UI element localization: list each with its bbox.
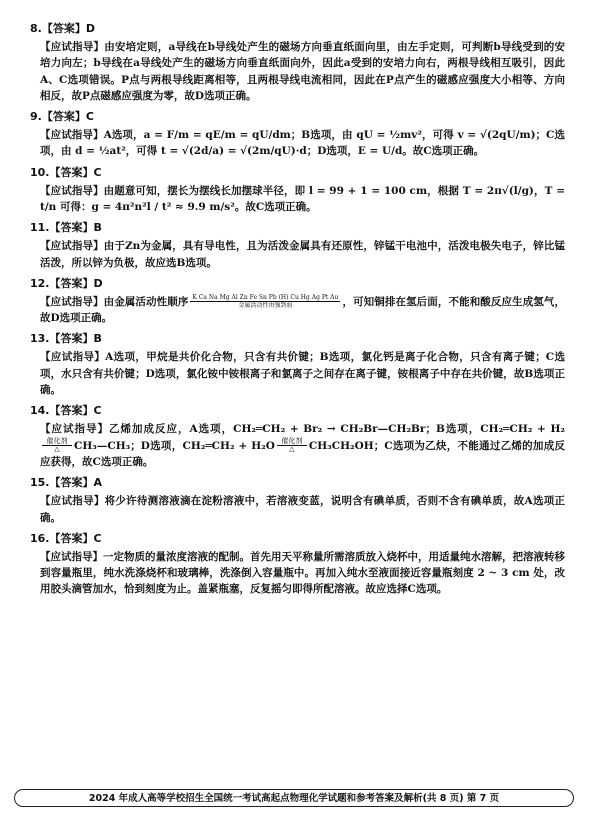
answer-label: 14.【答案】C xyxy=(30,404,102,418)
guide-label: 【应试指导】 xyxy=(40,495,105,508)
explanation xyxy=(30,349,565,398)
answer-label: 9.【答案】C xyxy=(30,110,94,124)
guide-label: 【应试指导】 xyxy=(40,423,109,436)
explanation xyxy=(30,238,565,271)
explanation-text: 将少许待测溶液滴在淀粉溶液中，若溶液变蓝，说明含有碘单质，否则不含有碘单质，故A选项正确。 xyxy=(40,495,565,524)
catalyst-label: 催化剂 xyxy=(46,436,68,445)
item-14 xyxy=(30,402,565,470)
item-12 xyxy=(30,275,565,327)
answer-sheet xyxy=(30,20,565,602)
reaction-arrow xyxy=(42,438,72,454)
explanation-text: 乙烯加成反应，A选项，CH₂═CH₂ + Br₂ → CH₂Br—CH₂Br；B选项，CH₂═CH₂ + H₂ xyxy=(108,423,565,436)
explanation xyxy=(30,493,565,526)
item-16 xyxy=(30,530,565,598)
answer-label: 13.【答案】B xyxy=(30,332,102,346)
guide-label: 【应试指导】 xyxy=(40,129,104,142)
guide-label: 【应试指导】 xyxy=(40,41,105,54)
item-8 xyxy=(30,20,565,104)
guide-label: 【应试指导】 xyxy=(40,295,104,308)
explanation-text: CH₃—CH₃；D选项，CH₂═CH₂ + H₂O xyxy=(74,439,275,452)
explanation xyxy=(30,549,565,598)
guide-label: 【应试指导】 xyxy=(40,550,103,563)
explanation xyxy=(30,127,565,160)
explanation-text: 由题意可知，摆长为摆线长加摆球半径，即 l = 99 + 1 = 100 cm，根据 T = 2π√(l/g)，T = t/n 可得：g = 4π²n²l / t² ≈ 9.9 m/s²。故C选项正确。 xyxy=(40,184,565,213)
explanation xyxy=(30,39,565,104)
explanation xyxy=(30,183,565,216)
explanation-text: ，可知铜排在氢后面，不能和酸反应生成氢气，故D选项正确。 xyxy=(40,295,566,325)
item-15 xyxy=(30,474,565,526)
answer-label: 8.【答案】D xyxy=(30,22,95,35)
item-11 xyxy=(30,219,565,271)
explanation-text: CH₃CH₂OH；C选项为乙炔，不能通过乙烯的加成反应获得，故C选项正确。 xyxy=(40,439,565,469)
guide-label: 【应试指导】 xyxy=(40,240,104,253)
item-10 xyxy=(30,164,565,216)
reaction-arrow xyxy=(277,438,307,454)
guide-label: 【应试指导】 xyxy=(40,351,106,364)
explanation xyxy=(30,421,565,470)
explanation-text: 由金属活动性顺序 xyxy=(103,295,189,308)
guide-label: 【应试指导】 xyxy=(40,184,104,197)
explanation-text: 由于Zn为金属，具有导电性，且为活泼金属具有还原性，锌锰干电池中，活泼电极失电子，锌比锰活泼，所以锌为负极，故应选B选项。 xyxy=(40,240,565,269)
explanation-text: 一定物质的量浓度溶液的配制。首先用天平称量所需溶质放入烧杯中，用适量纯水溶解，把溶液转移到容量瓶里，纯水洗涤烧杯和玻璃棒，洗涤倒入容量瓶中。再加入纯水至液面接近容量瓶刻度 2 ~ 3 cm 处，改用胶头滴管加水，恰到刻度为止。盖紧瓶塞，反复摇匀即得所配溶液。故应选择C选项。 xyxy=(40,550,565,596)
item-13 xyxy=(30,330,565,398)
answer-label: 16.【答案】C xyxy=(30,531,102,545)
heat-label: △ xyxy=(289,445,295,454)
metal-activity-series xyxy=(190,294,340,309)
answer-label: 12.【答案】D xyxy=(30,276,103,290)
metal-series-caption: 金属活动性由强到弱 xyxy=(238,302,293,310)
page-footer: 2024 年成人高等学校招生全国统一考试高起点物理化学试题和参考答案及解析(共 8 页) 第 7 页 xyxy=(14,789,574,807)
heat-label: △ xyxy=(54,445,60,454)
catalyst-label: 催化剂 xyxy=(281,436,303,445)
explanation xyxy=(30,294,565,327)
answer-label: 10.【答案】C xyxy=(30,165,102,179)
answer-label: 11.【答案】B xyxy=(30,221,102,235)
metal-series-list: K Ca Na Mg Al Zn Fe Sn Pb (H) Cu Hg Ag Pt Au xyxy=(192,294,339,302)
item-9 xyxy=(30,108,565,160)
explanation-text: A选项，甲烷是共价化合物，只含有共价键；B选项，氯化钙是离子化合物，只含有离子键；C选项，水只含有共价键；D选项，氯化铵中铵根离子和氯离子之间存在离子键，铵根离子中存在共价键，故B选项正确。 xyxy=(40,351,565,396)
explanation-text: A选项，a = F/m = qE/m = qU/dm；B选项，由 qU = ½mv²，可得 v = √(2qU/m)；C选项，由 d = ½at²，可得 t = √(2d/a) = √(2m/qU)·d；D选项，E = U/d。故C选项正确。 xyxy=(40,129,566,158)
answer-label: 15.【答案】A xyxy=(30,476,103,490)
explanation-text: 由安培定则，a导线在b导线处产生的磁场方向垂直纸面向里，由左手定则，可判断b导线受到的安培力向左；b导线在a导线处产生的磁场方向垂直纸面向外，因此a受到的安培力向右，两根导线相互吸引，因此A、C选项错误。P点与两根导线距离相等，且两根导线电流相同，因此在P点产生的磁感应强度大小相等、方向相反，故P点磁感应强度为零，故D选项正确。 xyxy=(40,41,565,102)
